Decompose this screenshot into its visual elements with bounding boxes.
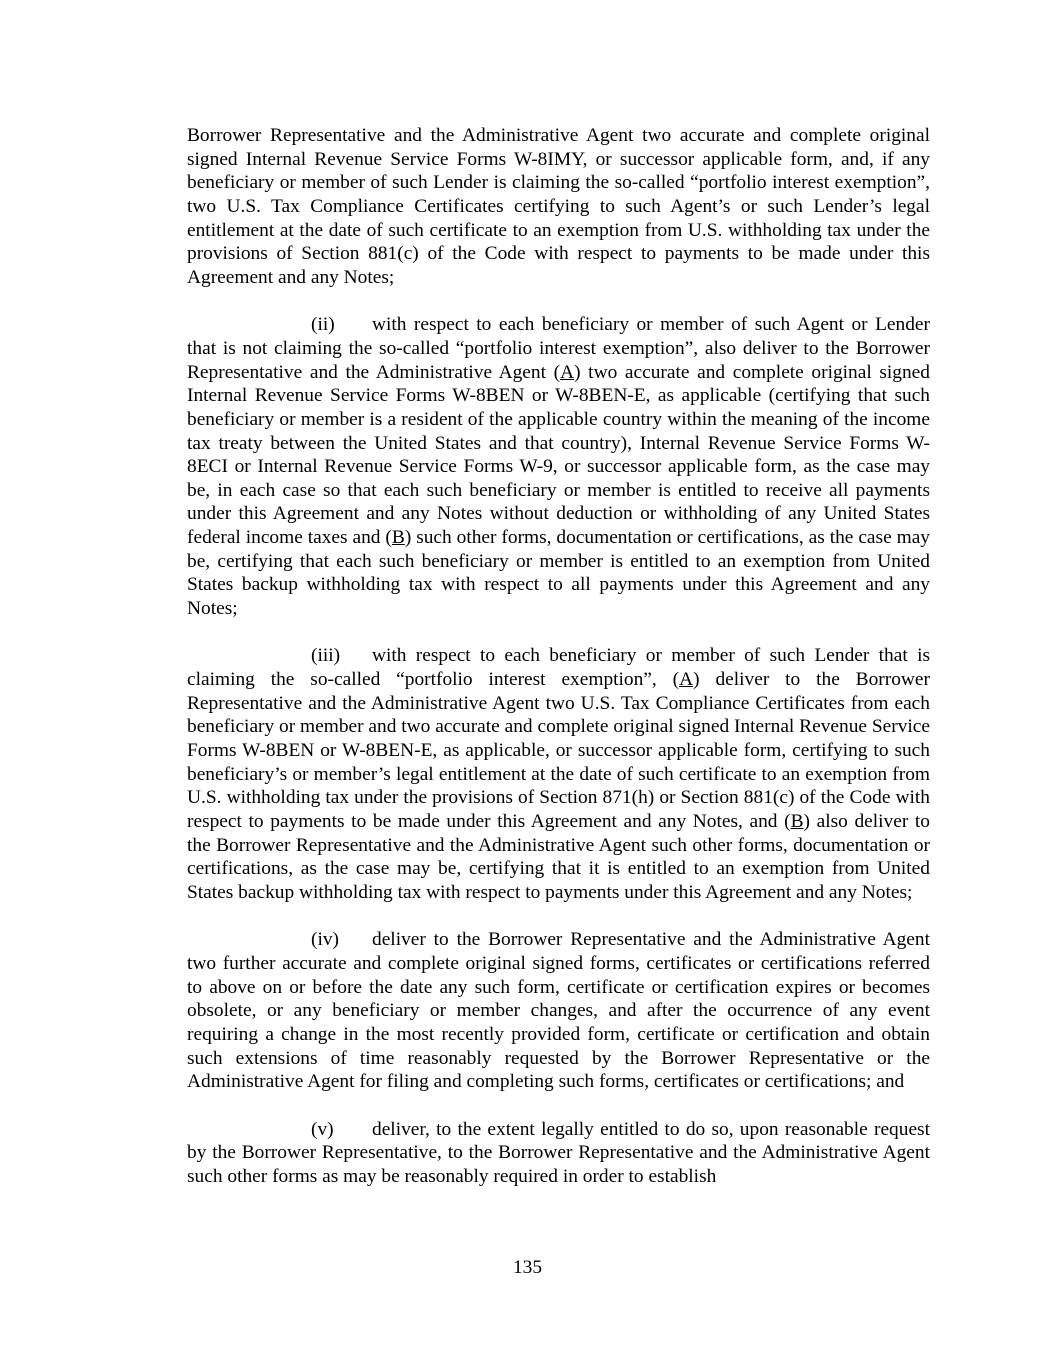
clause-iii-text-1: with respect to each beneficiary or member of such Lender that is claiming the so-called “portfolio interest exemption”, ( xyxy=(187,645,930,691)
document-body xyxy=(187,124,930,1212)
clause-iii-marker-b: B xyxy=(790,811,804,832)
clause-ii-text-1: with respect to each beneficiary or member of such Agent or Lender that is not claiming the so-called “portfolio interest exemption”, also deliver to the Borrower Representative and the Administrative Agent ( xyxy=(187,314,930,383)
clause-v-number: (v) xyxy=(311,1118,334,1140)
clause-iii-number: (iii) xyxy=(311,645,341,667)
clause-iii-text-2: ) deliver to the Borrower Representative and the Administrative Agent two U.S. Tax Compliance Certificates from each beneficiary or member and two accurate and complete original signed Internal Revenue Service Forms W-8BEN or W-8BEN-E, as applicable, or successor applicable form, certifying to such beneficiary’s or member’s legal entitlement at the date of such certificate to an exemption from U.S. withholding tax under the provisions of Section 871(h) or Section 881(c) of the Code with respect to payments to be made under this Agreement and any Notes, and ( xyxy=(187,669,930,832)
clause-iii-text-3: ) also deliver to the Borrower Representative and the Administrative Agent such other forms, documentation or certifications, as the case may be, certifying that it is entitled to an exemption from United States backup withholding tax with respect to payments under this Agreement and any Notes; xyxy=(187,811,931,903)
clause-ii-marker-a: A xyxy=(560,361,575,383)
clause-v-text: deliver, to the extent legally entitled to do so, upon reasonable request by the Borrower Representative, to the Borrower Representative and the Administrative Agent such other forms as may be reasonably required in order to establish xyxy=(187,1118,930,1187)
clause-iii xyxy=(187,644,930,904)
continuation-paragraph: Borrower Representative and the Administrative Agent two accurate and complete original signed Internal Revenue Service Forms W-8IMY, or successor applicable form, and, if any beneficiary or member of such Lender is claiming the so-called “portfolio interest exemption”, two U.S. Tax Compliance Certificates certifying to such Agent’s or such Lender’s legal entitlement at the date of such certificate to an exemption from U.S. withholding tax under the provisions of Section 881(c) of the Code with respect to payments to be made under this Agreement and any Notes; xyxy=(187,125,930,288)
clause-ii-text-2: ) two accurate and complete original signed Internal Revenue Service Forms W-8BEN or W-8BEN-E, as applicable (certifying that such beneficiary or member is a resident of the applicable country within the meaning of the income tax treaty between the United States and that country), Internal Revenue Service Forms W-8ECI or Internal Revenue Service Forms W-9, or successor applicable form, as the case may be, in each case so that each such beneficiary or member is entitled to receive all payments under this Agreement and any Notes without deduction or withholding of any United States federal income taxes and ( xyxy=(187,361,930,549)
clause-ii-marker-b: B xyxy=(391,527,405,549)
clause-iii-marker-a: A xyxy=(679,669,694,691)
clause-ii xyxy=(187,313,930,621)
clause-iv xyxy=(187,928,930,1094)
page-number: 135 xyxy=(512,1257,543,1278)
clause-ii-number: (ii) xyxy=(311,314,335,336)
clause-iv-number: (iv) xyxy=(311,929,339,951)
clause-v xyxy=(187,1118,930,1189)
clause-ii-text-3: ) such other forms, documentation or certifications, as the case may be, certifying that each such beneficiary or member is entitled to an exemption from United States backup withholding tax with respect to all payments under this Agreement and any Notes; xyxy=(187,527,930,620)
clause-iv-text: deliver to the Borrower Representative and the Administrative Agent two further accurate and complete original signed forms, certificates or certifications referred to above on or before the date any such form, certificate or certification expires or becomes obsolete, or any beneficiary or member changes, and after the occurrence of any event requiring a change in the most recently provided form, certificate or certification and obtain such extensions of time reasonably requested by the Borrower Representative or the Administrative Agent for filing and completing such forms, certificates or certifications; and xyxy=(187,929,930,1093)
